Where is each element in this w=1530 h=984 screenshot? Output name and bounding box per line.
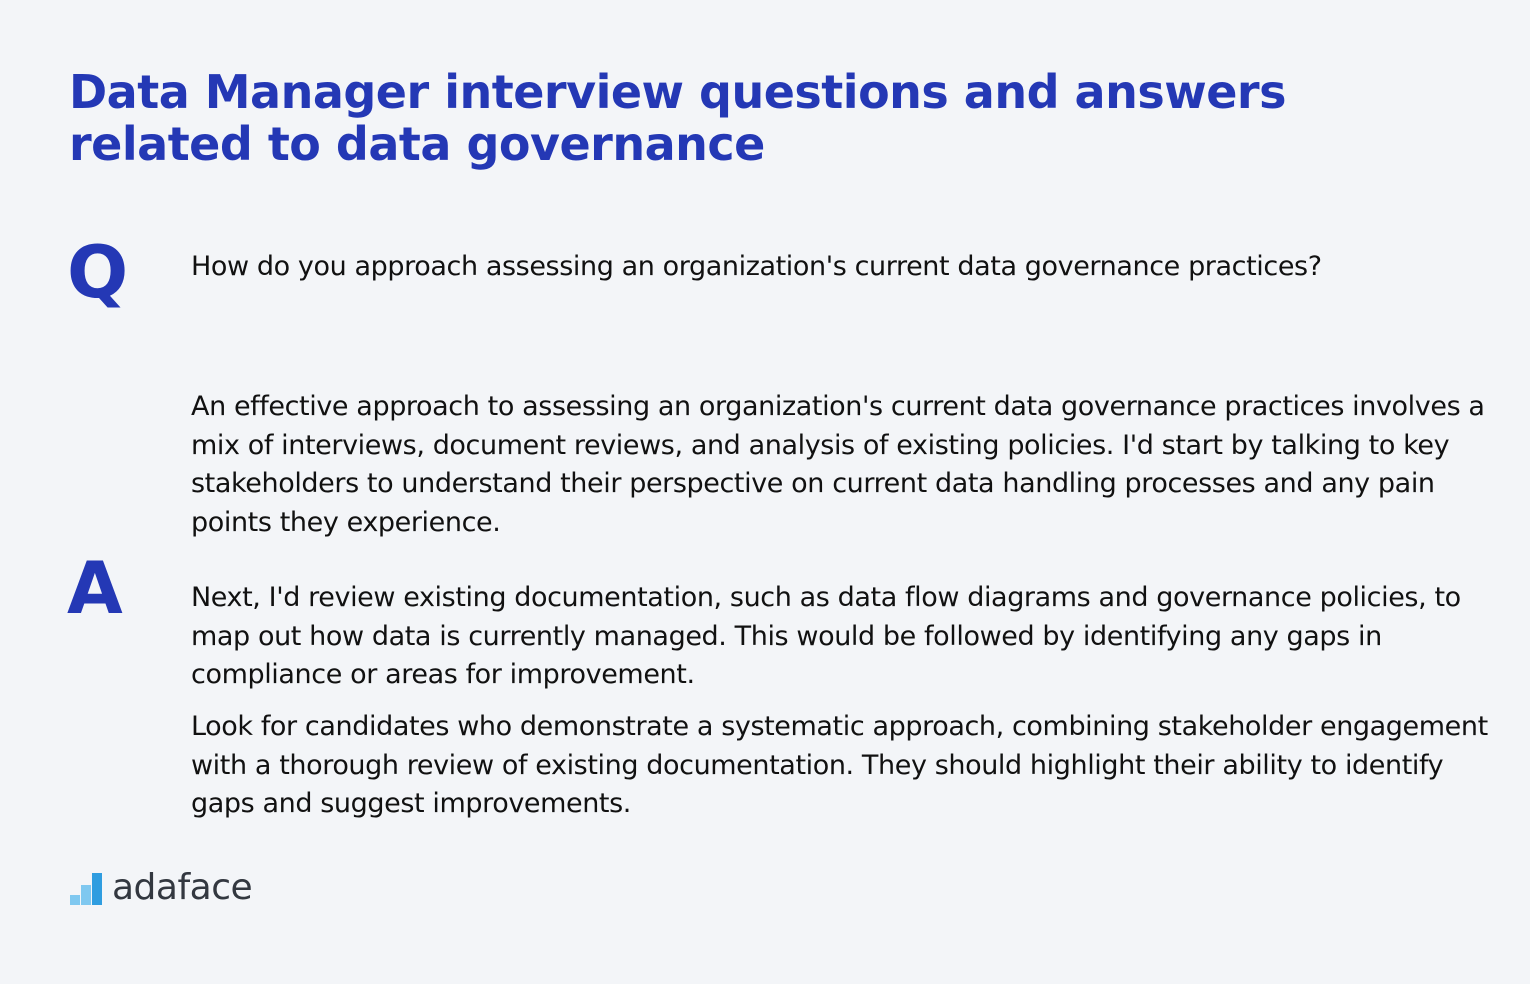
answer-paragraph-3: Look for candidates who demonstrate a systematic approach, combining stakeholder engagement with a thorough review of existing documentation. They should highlight their ability to identify gaps and suggest improvements. <box>191 711 1488 819</box>
answer-paragraph-1: An effective approach to assessing an organization's current data governance practices involves a mix of interviews, document reviews, and analysis of existing policies. I'd start by talking to key stakeholders to understand their perspective on current data handling processes and any pain points they experience. <box>191 391 1485 538</box>
question-text: How do you approach assessing an organization's current data governance practices? <box>191 251 1322 282</box>
logo-text: adaface <box>112 867 253 908</box>
page-title: Data Manager interview questions and answers related to data governance <box>69 65 1286 171</box>
question-marker: Q <box>67 230 129 314</box>
adaface-logo <box>70 866 252 910</box>
bar-steps-icon <box>70 869 104 907</box>
answer-paragraph-2: Next, I'd review existing documentation, such as data flow diagrams and governance policies, to map out how data is currently managed. This would be followed by identifying any gaps in compliance or areas for improvement. <box>191 582 1461 690</box>
answer-marker: A <box>67 546 123 630</box>
